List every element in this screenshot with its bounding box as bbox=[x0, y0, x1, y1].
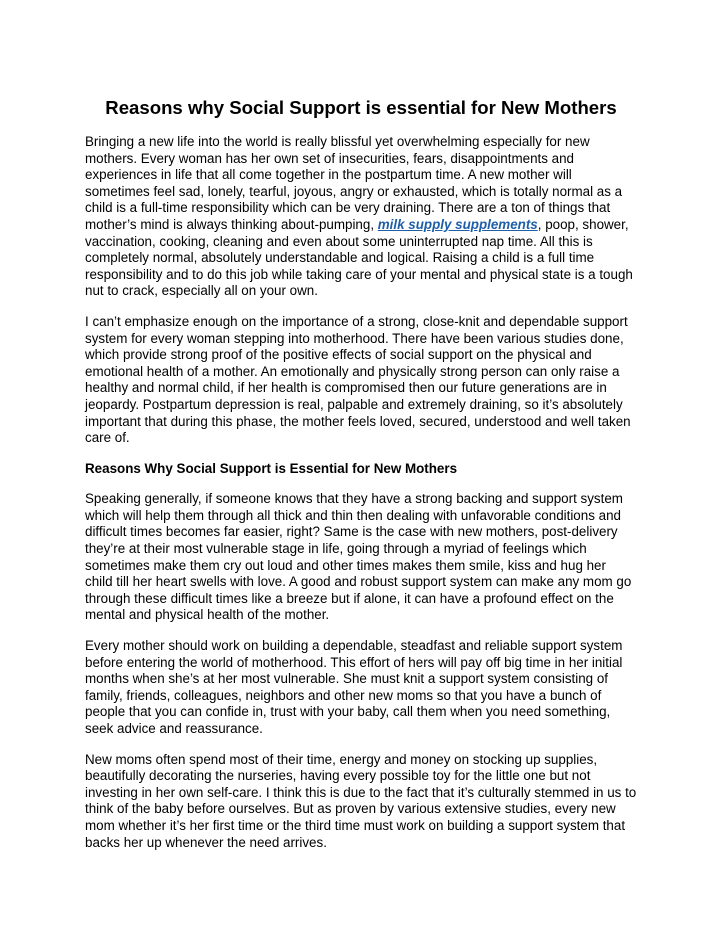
paragraph-intro bbox=[85, 134, 637, 300]
paragraph-self-care: New moms often spend most of their time, energy and money on stocking up supplies, beautifully decorating the nurseries, having every possible toy for the little one but not investing in her own self-care. I think this is due to the fact that it’s culturally stemmed in us to think of the baby before ourselves. But as proven by various extensive studies, every new mom whether it’s her first time or the third time must work on building a support system that backs her up whenever the need arrives. bbox=[85, 751, 637, 850]
paragraph-intro-text-before: Bringing a new life into the world is really blissful yet overwhelming especially for new mothers. Every woman has her own set of insecurities, fears, disappointments and experiences in life that all come together in the postpartum time. A new mother will sometimes feel sad, lonely, tearful, joyous, angry or exhausted, which is totally normal as a child is a full-time responsibility which can be very draining. There are a ton of things that mother’s mind is always thinking about-pumping, bbox=[85, 134, 623, 232]
section-subheading: Reasons Why Social Support is Essential for New Mothers bbox=[85, 460, 458, 476]
paragraph-importance: I can’t emphasize enough on the importance of a strong, close-knit and dependable support system for every woman stepping into motherhood. There have been various studies done, which provide strong proof of the positive effects of social support on the physical and emotional health of a mother. An emotionally and physically strong person can only raise a healthy and normal child, if her health is compromised then our future generations are in jeopardy. Postpartum depression is real, palpable and extremely draining, so it’s absolutely important that during this phase, the mother feels loved, secured, understood and well taken care of. bbox=[85, 313, 631, 446]
paragraph-support-system: Speaking generally, if someone knows that they have a strong backing and support system which will help them through all thick and thin then dealing with unfavorable conditions and difficult times becomes far easier, right? Same is the case with new mothers, post-delivery they’re at their most vulnerable stage in life, going through a myriad of feelings which sometimes make them cry out loud and other times makes them smile, kiss and hug her child till her heart swells with love. A good and robust support system can make any mom go through these difficult times like a breeze but if alone, it can have a profound effect on the mental and physical health of the mother. bbox=[85, 491, 632, 623]
milk-supply-supplements-link[interactable]: milk supply supplements bbox=[377, 216, 538, 232]
document-page bbox=[85, 96, 637, 865]
document-title: Reasons why Social Support is essential for New Mothers bbox=[105, 97, 617, 118]
paragraph-building-support: Every mother should work on building a dependable, steadfast and reliable support system before entering the world of motherhood. This effort of hers will pay off big time in her initial months when she’s at her most vulnerable. She must knit a support system consisting of family, friends, colleagues, neighbors and other new moms so that you have a bunch of people that you can confide in, trust with your baby, call them when you need something, seek advice and reassurance. bbox=[85, 638, 623, 736]
paragraph-intro-text-after: , poop, shower, vaccination, cooking, cleaning and even about some uninterrupted nap time. All this is completely normal, absolutely understandable and logical. Raising a child is a full time responsibility and to do this job while taking care of your mental and physical state is a tough nut to crack, especially all on your own. bbox=[85, 216, 633, 299]
